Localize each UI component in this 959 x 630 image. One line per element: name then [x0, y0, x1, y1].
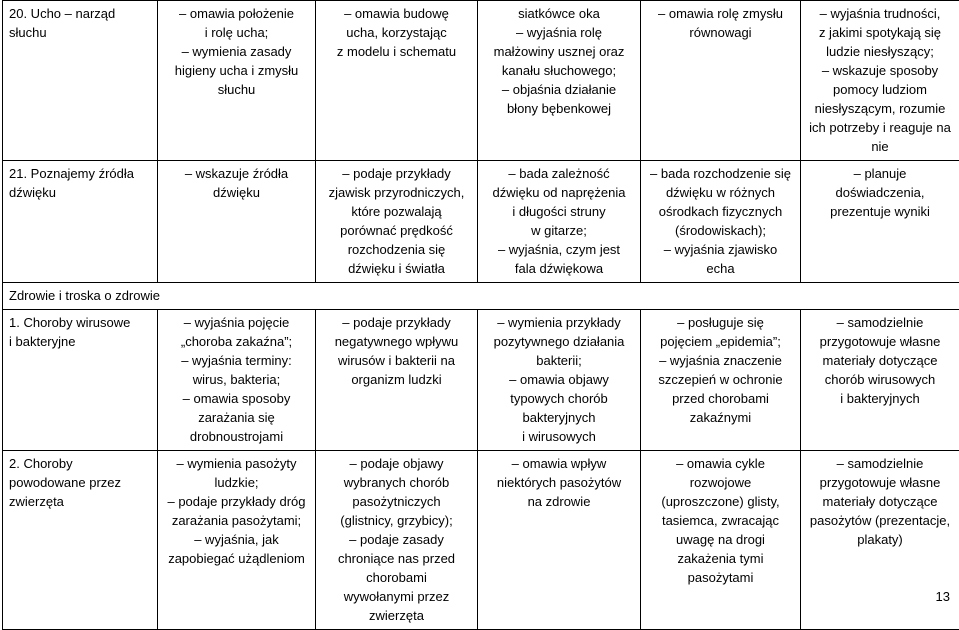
cell-line: typowych chorób — [484, 389, 634, 408]
cell-line: 21. Poznajemy źródła — [9, 164, 151, 183]
cell-line: – omawia cykle — [647, 454, 794, 473]
cell-line: bakteryjnych — [484, 408, 634, 427]
cell-line: powodowane przez — [9, 473, 151, 492]
table-cell — [3, 310, 158, 451]
cell-line: słuchu — [9, 23, 151, 42]
cell-line: chorobami — [322, 568, 471, 587]
cell-line: równowagi — [647, 23, 794, 42]
cell-line: echa — [647, 259, 794, 278]
table-cell — [641, 161, 801, 283]
cell-line: tasiemca, zwracając — [647, 511, 794, 530]
cell-line: – wskazuje źródła — [164, 164, 309, 183]
cell-line: siatkówce oka — [484, 4, 634, 23]
cell-line: negatywnego wpływu — [322, 332, 471, 351]
table-cell — [316, 310, 478, 451]
table-cell — [801, 161, 959, 283]
cell-line: – omawia budowę — [322, 4, 471, 23]
cell-line: (uproszczone) glisty, — [647, 492, 794, 511]
cell-line: zakażenia tymi — [647, 549, 794, 568]
table-cell — [641, 1, 801, 161]
cell-line: i bakteryjne — [9, 332, 151, 351]
cell-line: i rolę ucha; — [164, 23, 309, 42]
cell-line: przed chorobami — [647, 389, 794, 408]
cell-line: – podaje przykłady — [322, 313, 471, 332]
cell-line: – podaje zasady — [322, 530, 471, 549]
cell-line: bakterii; — [484, 351, 634, 370]
table-cell — [478, 1, 641, 161]
table-row — [3, 1, 959, 161]
cell-line: przygotowuje własne — [807, 473, 953, 492]
cell-line: – wymienia pasożyty — [164, 454, 309, 473]
cell-line: dźwięku — [9, 183, 151, 202]
cell-line: 1. Choroby wirusowe — [9, 313, 151, 332]
cell-line: uwagę na drogi — [647, 530, 794, 549]
cell-line: – wyjaśnia, jak — [164, 530, 309, 549]
cell-line: ich potrzeby i reaguje na — [807, 118, 953, 137]
cell-line: – wyjaśnia pojęcie — [164, 313, 309, 332]
cell-line: – bada zależność — [484, 164, 634, 183]
table-cell — [158, 1, 316, 161]
table-cell — [158, 451, 316, 630]
cell-line: (glistnicy, grzybicy); — [322, 511, 471, 530]
cell-line: – wyjaśnia, czym jest — [484, 240, 634, 259]
cell-line: ośrodkach fizycznych — [647, 202, 794, 221]
cell-line: pasożytów (prezentacje, — [807, 511, 953, 530]
table-row — [3, 161, 959, 283]
table-cell — [158, 310, 316, 451]
section-row — [3, 283, 959, 310]
cell-line: – podaje przykłady — [322, 164, 471, 183]
cell-line: dźwięku — [164, 183, 309, 202]
cell-line: – wyjaśnia zjawisko — [647, 240, 794, 259]
curriculum-table — [2, 0, 959, 630]
cell-line: rozchodzenia się — [322, 240, 471, 259]
cell-line: – wyjaśnia znaczenie — [647, 351, 794, 370]
cell-line: higieny ucha i zmysłu — [164, 61, 309, 80]
cell-line: zarażania pasożytami; — [164, 511, 309, 530]
cell-line: wywołanymi przez — [322, 587, 471, 606]
cell-line: pasożytniczych — [322, 492, 471, 511]
table-cell — [3, 451, 158, 630]
cell-line: dźwięku od naprężenia — [484, 183, 634, 202]
cell-line: słuchu — [164, 80, 309, 99]
cell-line: materiały dotyczące — [807, 492, 953, 511]
cell-line: „choroba zakaźna”; — [164, 332, 309, 351]
cell-line: które pozwalają — [322, 202, 471, 221]
cell-line: materiały dotyczące — [807, 351, 953, 370]
cell-line: – wymienia zasady — [164, 42, 309, 61]
table-cell — [641, 451, 801, 630]
cell-line: – omawia wpływ — [484, 454, 634, 473]
cell-line: w gitarze; — [484, 221, 634, 240]
cell-line: – wyjaśnia rolę — [484, 23, 634, 42]
cell-line: szczepień w ochronie — [647, 370, 794, 389]
cell-line: dźwięku i światła — [322, 259, 471, 278]
page-number: 13 — [936, 589, 950, 604]
cell-line: – podaje objawy — [322, 454, 471, 473]
cell-line: zakaźnymi — [647, 408, 794, 427]
cell-line: – wskazuje sposoby — [807, 61, 953, 80]
cell-line: z jakimi spotykają się — [807, 23, 953, 42]
cell-line: dźwięku w różnych — [647, 183, 794, 202]
cell-line: – samodzielnie — [807, 454, 953, 473]
table-row — [3, 451, 959, 630]
cell-line: niektórych pasożytów — [484, 473, 634, 492]
cell-line: chorób wirusowych — [807, 370, 953, 389]
cell-line: kanału słuchowego; — [484, 61, 634, 80]
table-row — [3, 310, 959, 451]
cell-line: wybranych chorób — [322, 473, 471, 492]
cell-line: – wyjaśnia terminy: — [164, 351, 309, 370]
table-cell — [801, 1, 959, 161]
cell-line: – wyjaśnia trudności, — [807, 4, 953, 23]
table-cell — [3, 161, 158, 283]
cell-line: wirusów i bakterii na — [322, 351, 471, 370]
cell-line: – omawia rolę zmysłu — [647, 4, 794, 23]
table-cell — [801, 310, 959, 451]
cell-line: – objaśnia działanie — [484, 80, 634, 99]
cell-line: i długości struny — [484, 202, 634, 221]
cell-line: zarażania się — [164, 408, 309, 427]
cell-line: – omawia sposoby — [164, 389, 309, 408]
table-cell — [316, 161, 478, 283]
table-cell — [478, 310, 641, 451]
cell-line: i wirusowych — [484, 427, 634, 446]
cell-line: zapobiegać użądleniom — [164, 549, 309, 568]
cell-line: plakaty) — [807, 530, 953, 549]
cell-line: błony bębenkowej — [484, 99, 634, 118]
cell-line: nie — [807, 137, 953, 156]
cell-line: organizm ludzki — [322, 370, 471, 389]
table-cell — [316, 451, 478, 630]
cell-line: zwierzęta — [322, 606, 471, 625]
cell-line: i bakteryjnych — [807, 389, 953, 408]
cell-line: rozwojowe — [647, 473, 794, 492]
cell-line: – posługuje się — [647, 313, 794, 332]
cell-line: wirus, bakteria; — [164, 370, 309, 389]
cell-line: zwierzęta — [9, 492, 151, 511]
cell-line: ludzie niesłyszący; — [807, 42, 953, 61]
table-cell — [316, 1, 478, 161]
table-cell — [3, 1, 158, 161]
cell-line: pojęciem „epidemia”; — [647, 332, 794, 351]
cell-line: (środowiskach); — [647, 221, 794, 240]
cell-line: pomocy ludziom — [807, 80, 953, 99]
cell-line: pozytywnego działania — [484, 332, 634, 351]
table-cell — [478, 161, 641, 283]
cell-line: 20. Ucho – narząd — [9, 4, 151, 23]
cell-line: chroniące nas przed — [322, 549, 471, 568]
cell-line: porównać prędkość — [322, 221, 471, 240]
cell-line: doświadczenia, — [807, 183, 953, 202]
cell-line: – planuje — [807, 164, 953, 183]
cell-line: – podaje przykłady dróg — [164, 492, 309, 511]
cell-line: przygotowuje własne — [807, 332, 953, 351]
cell-line: niesłyszącym, rozumie — [807, 99, 953, 118]
cell-line: ucha, korzystając — [322, 23, 471, 42]
cell-line: – samodzielnie — [807, 313, 953, 332]
cell-line: 2. Choroby — [9, 454, 151, 473]
cell-line: ludzkie; — [164, 473, 309, 492]
cell-line: na zdrowie — [484, 492, 634, 511]
cell-line: – omawia położenie — [164, 4, 309, 23]
table-cell — [478, 451, 641, 630]
cell-line: drobnoustrojami — [164, 427, 309, 446]
table-cell — [641, 310, 801, 451]
cell-line: prezentuje wyniki — [807, 202, 953, 221]
cell-line: pasożytami — [647, 568, 794, 587]
cell-line: – omawia objawy — [484, 370, 634, 389]
cell-line: zjawisk przyrodniczych, — [322, 183, 471, 202]
cell-line: małżowiny usznej oraz — [484, 42, 634, 61]
cell-line: fala dźwiękowa — [484, 259, 634, 278]
cell-line: – wymienia przykłady — [484, 313, 634, 332]
section-title: Zdrowie i troska o zdrowie — [3, 283, 959, 310]
table-cell — [158, 161, 316, 283]
cell-line: z modelu i schematu — [322, 42, 471, 61]
cell-line: – bada rozchodzenie się — [647, 164, 794, 183]
